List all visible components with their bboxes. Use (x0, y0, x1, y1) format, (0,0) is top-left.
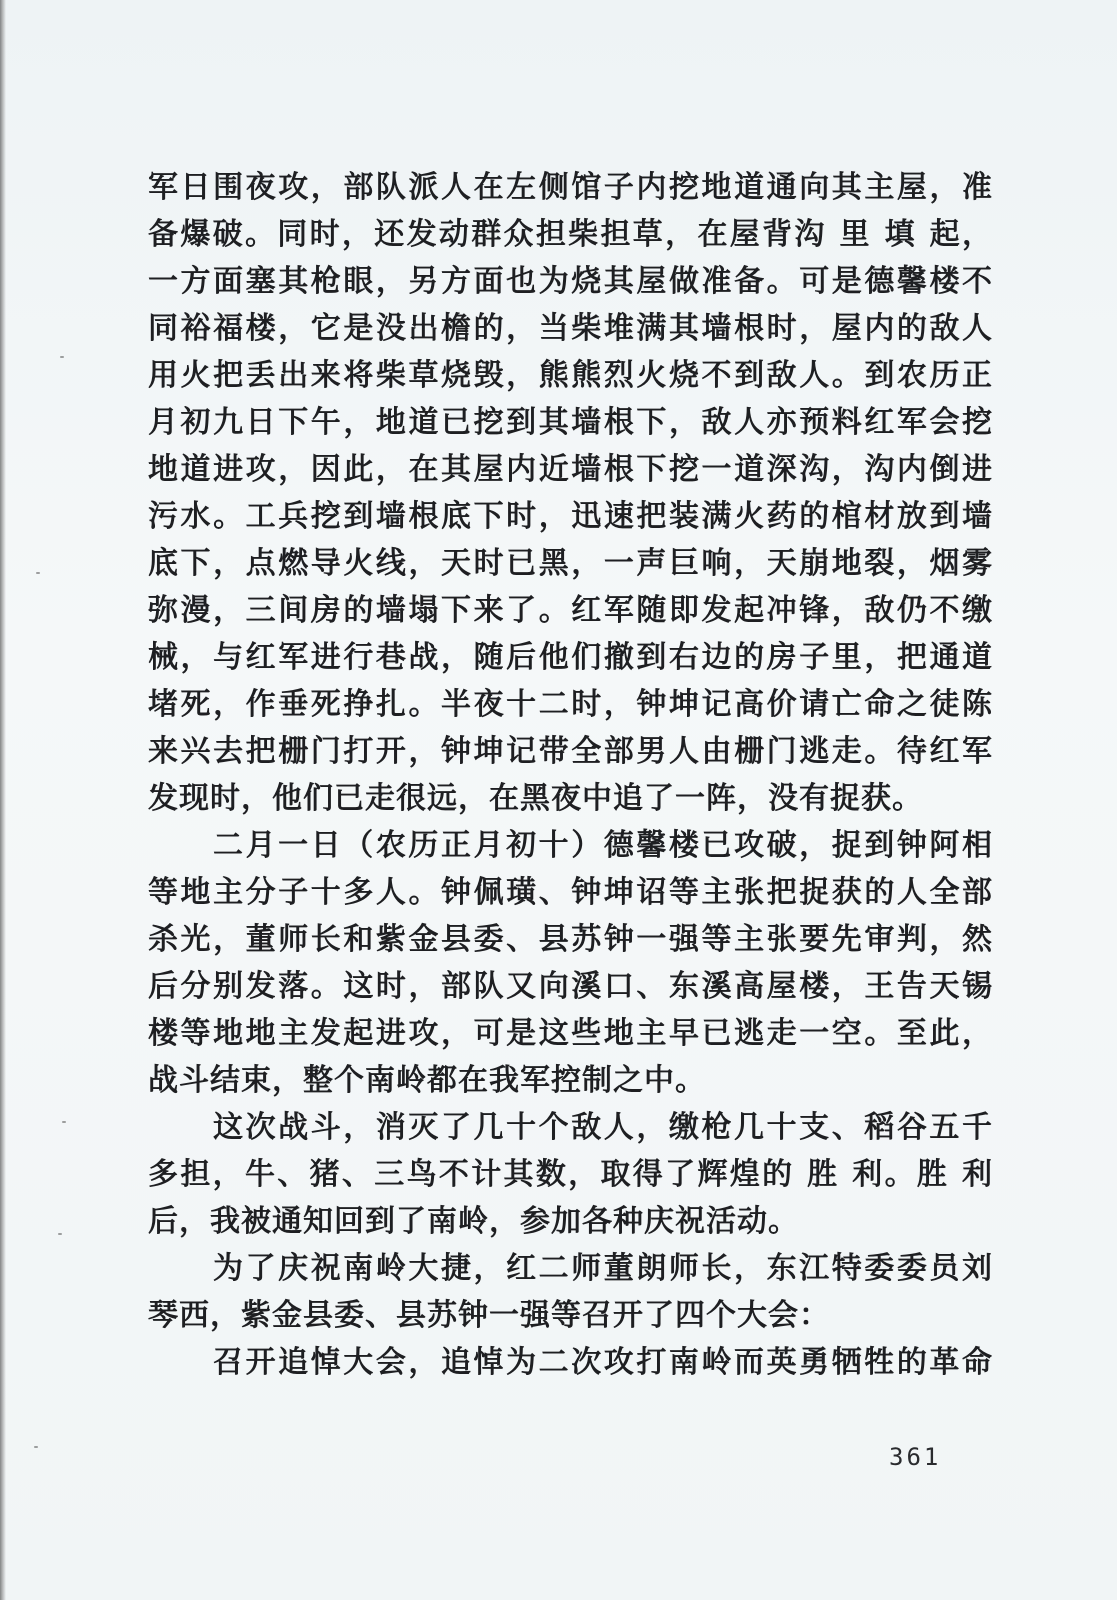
body-text (148, 164, 993, 1386)
text-line: 地道进攻，因此，在其屋内近墙根下挖一道深沟，沟内倒进 (148, 452, 993, 487)
text-line: 发现时，他们已走很远，在黑夜中追了一阵，没有捉获。 (148, 781, 923, 816)
text-line: 二月一日（农历正月初十）德馨楼已攻破，捉到钟阿相 (213, 828, 993, 863)
text-line: 多担，牛、猪、三鸟不计其数，取得了辉煌的 胜 利。胜 利 (148, 1157, 993, 1192)
text-line: 军日围夜攻，部队派人在左侧馆子内挖地道通向其主屋，准 (148, 170, 993, 205)
text-line: 召开追悼大会，追悼为二次攻打南岭而英勇牺牲的革命 (213, 1345, 993, 1380)
text-line: 为了庆祝南岭大捷，红二师董朗师长，东江特委委员刘 (213, 1251, 993, 1286)
text-line: 楼等地地主发起进攻，可是这些地主早已逃走一空。至此， (148, 1016, 993, 1051)
page-number: 361 (889, 1443, 942, 1471)
text-line: 备爆破。同时，还发动群众担柴担草，在屋背沟 里 填 起， (148, 217, 993, 252)
scan-speck (60, 356, 64, 358)
page-binding-edge (0, 0, 6, 1600)
text-line: 来兴去把栅门打开，钟坤记带全部男人由栅门逃走。待红军 (148, 734, 993, 769)
text-line: 后，我被通知回到了南岭，参加各种庆祝活动。 (148, 1204, 799, 1239)
text-line: 后分别发落。这时，部队又向溪口、东溪高屋楼，王告天锡 (148, 969, 993, 1004)
text-line: 弥漫，三间房的墙塌下来了。红军随即发起冲锋，敌仍不缴 (148, 593, 993, 628)
text-line: 堵死，作垂死挣扎。半夜十二时，钟坤记高价请亡命之徒陈 (148, 687, 993, 722)
text-line: 月初九日下午，地道已挖到其墙根下，敌人亦预料红军会挖 (148, 405, 993, 440)
text-line: 琴西，紫金县委、县苏钟一强等召开了四个大会： (148, 1298, 830, 1333)
scan-speck (34, 1446, 38, 1448)
text-line: 等地主分子十多人。钟佩璜、钟坤诏等主张把捉获的人全部 (148, 875, 993, 910)
text-line: 底下，点燃导火线，天时已黑，一声巨响，天崩地裂，烟雾 (148, 546, 993, 581)
text-line: 杀光，董师长和紫金县委、县苏钟一强等主张要先审判，然 (148, 922, 993, 957)
text-line: 用火把丢出来将柴草烧毁，熊熊烈火烧不到敌人。到农历正 (148, 358, 993, 393)
text-line: 同裕福楼，它是没出檐的，当柴堆满其墙根时，屋内的敌人 (148, 311, 993, 346)
scan-speck (58, 1233, 62, 1235)
text-line: 战斗结束，整个南岭都在我军控制之中。 (148, 1063, 706, 1098)
text-line: 污水。工兵挖到墙根底下时，迅速把装满火药的棺材放到墙 (148, 499, 993, 534)
scan-speck (62, 1121, 66, 1123)
text-line: 这次战斗，消灭了几十个敌人，缴枪几十支、稻谷五千 (213, 1110, 993, 1145)
scan-speck (36, 572, 40, 574)
text-line: 一方面塞其枪眼，另方面也为烧其屋做准备。可是德馨楼不 (148, 264, 993, 299)
text-line: 械，与红军进行巷战，随后他们撤到右边的房子里，把通道 (148, 640, 993, 675)
